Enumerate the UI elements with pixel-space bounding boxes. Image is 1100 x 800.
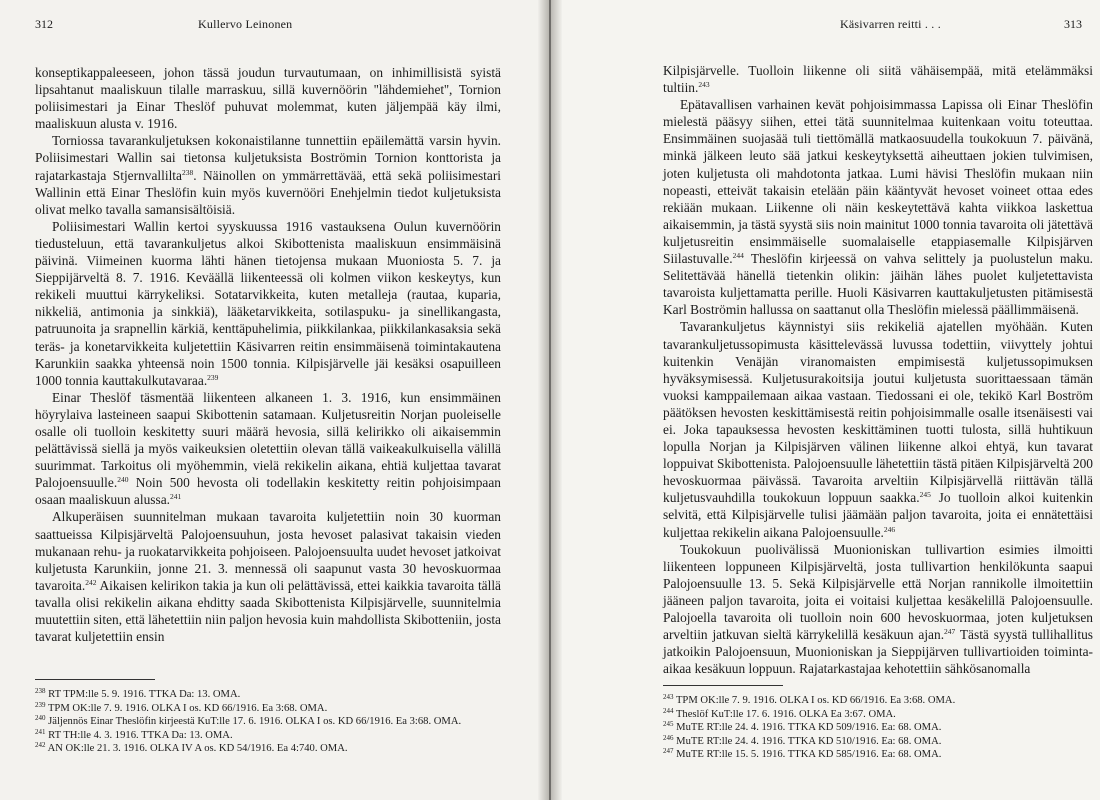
footnote <box>35 742 503 756</box>
footnote-ref: 240 <box>117 475 129 485</box>
footnote-text: MuTE RT:lle 15. 5. 1916. TTKA KD 585/1916. Ea: 68. OMA. <box>673 749 942 761</box>
paragraph <box>35 64 501 132</box>
running-head: Käsivarren reitti . . . <box>840 17 941 31</box>
text-run: Tästä syystä tullihallitus jatkoikin Palojoensuun, Muonioniskan ja Sieppijärven tullivartioiden toiminta-aikaa kesäkuun loppuun. Rajatarkastajaa kehotettiin sähkösanomalla <box>663 627 1093 677</box>
text-run: . Näinollen on ymmärrettävää, että sekä poliisimestari Wallinin että Einar Theslöfin kuin myös kuvernööri Enehjelmin tiedot kuljetuksista olivat melko tavalla samansisältöisiä. <box>35 167 501 217</box>
footnote-text: AN OK:lle 21. 3. 1916. OLKA IV A os. KD 54/1916. Ea 4:740. OMA. <box>45 743 348 755</box>
paragraph <box>35 389 501 509</box>
text-run: Einar Theslöf täsmentää liikenteen alkaneen 1. 3. 1916, kun ensimmäinen höyrylaiva lasteineen saapui Skibottenin satamaan. Kuljetusreitin Norjan puoleiselle osalle oli tuolloin keskitetty suuri määrä hevosia, sillä kelirikko oli aikaisemmin pelättävissä siellä ja myös vaikeuksien oletettiin olevan tällä vaikeakulkuisella välillä suurimmat. Tarkoitus oli myöhemmin, vielä rekikelin aikana, ehtiä kuljettaa tavarat Palojoensuulle. <box>35 389 501 491</box>
text-run: Epätavallisen varhainen kevät pohjoisimmassa Lapissa oli Einar Theslöfin mielestä pääsyy siihen, ettei tätä suunnitelmaa kuitenkaan voitu toteuttaa. Ensimmäinen suojasää tuli tiettömällä matkaosuudella toukokuun 7. päivänä, minkä jälkeen leuto sää jatkui keskeytyksettä aiheuttaen jokien tulvimisen, joten kuljetusta oli mahdotonta jatkaa. Lumi hävisi Theslöfin mukaan niin nopeasti, etteivät takaisin etelään päin kääntyvät hevoset voineet ottaa edes rekiään mukaan. Liikenne oli näin keskeytettävä kahta viikkoa laskettua aikaisemmin, ja tästä syystä siis noin mainitut 1000 tonnia tavaroita oli jätettävä kuljetusreitin ensimmäiselle suomalaiselle etappiasemalle Kilpisjärven Siilastuvalle. <box>663 97 1093 267</box>
body-text <box>663 62 1093 677</box>
text-run: Poliisimestari Wallin kertoi syyskuussa 1916 vastauksena Oulun kuvernöörin tiedusteluun, että tavarankuljetus alkoi Skibottenista maaliskuun ensimmäisinä päivinä. Viimeinen kuorma lähti hänen tietojensa mukaan Muoniosta 5. 7. ja Sieppijärveltä 8. 7. 1916. Keväällä liikenteessä oli kolmen viikon keskeytys, kun rekikeli muuttui kärrykeliksi. Sotatarvikkeita, kuten metalleja (rautaa, kuparia, nikkeliä, antimonia ja sinkkiä), lääketarvikkeita, sotilaspuku- ja sinellikangasta, patruunoita ja srapnellin kärkiä, kenttäpuhelimia, piikkilankaa, piikkilankasaksia sekä teräs- ja konetarvikkeita kuljetettiin Käsivarren reitin ensimmäisenä toimintakautena Karunkiin saakka yhteensä noin 1500 tonnia. Kilpisjärvelle jäi kesäksi osapuilleen 1000 tonnia kauttakulkutavaraa. <box>35 218 501 388</box>
footnote-text: Jäljennös Einar Theslöfin kirjeestä KuT:lle 17. 6. 1916. OLKA I os. KD 66/1916. Ea 3:68. OMA. <box>45 716 462 728</box>
footnote-ref: 242 <box>85 577 97 587</box>
book-gutter <box>538 0 562 800</box>
footnote-rule <box>663 685 783 686</box>
left-page <box>0 0 548 800</box>
footnote <box>663 735 1093 749</box>
footnote <box>663 694 1093 708</box>
text-run: konseptikappaleeseen, johon tässä joudun turvautumaan, on inhimillisistä syistä lipsahtanut maaliskuun tilalle marraskuu, sillä kuvernöörin ''lähdemiehet'', Tornion poliisimestari ja Einar Theslöf puhuvat molemmat, kuten jäljempää käy ilmi, maaliskuun alusta v. 1916. <box>35 65 501 132</box>
footnote-ref: 247 <box>944 627 956 637</box>
footnote-ref: 239 <box>207 372 219 382</box>
footnote <box>663 748 1093 762</box>
footnote-ref: 243 <box>698 80 710 90</box>
text-run: Kilpisjärvelle. Tuolloin liikenne oli siitä vähäisempää, mitä etelämmäksi tultiin. <box>663 63 1093 96</box>
footnote-number: 244 <box>663 706 674 715</box>
footnote-text: RT TH:lle 4. 3. 1916. TTKA Da: 13. OMA. <box>45 729 233 741</box>
paragraph <box>663 96 1093 318</box>
body-text <box>35 64 501 645</box>
footnotes <box>35 688 503 756</box>
text-run: Aikaisen kelirikon takia ja kun oli pelättävissä, ettei kaikkia tavaroita tällä tavalla olisi rekikelin aikana ehditty saada Skibottenista Kilpisjärvelle, suunnitelmia muutettiin siten, että lähetettiin niin paljon hevosia kuin mahdollista Skibotteniin, josta tavarat kuljetettiin ensin <box>35 577 501 645</box>
page-number: 313 <box>1064 17 1082 31</box>
page-number: 312 <box>35 17 53 31</box>
footnote-number: 243 <box>663 693 674 701</box>
footnotes <box>663 694 1093 762</box>
footnote-ref: 241 <box>170 492 182 502</box>
footnote-number: 240 <box>35 714 46 723</box>
footnote-number: 239 <box>35 700 46 709</box>
paragraph <box>663 62 1093 96</box>
paragraph <box>35 132 501 217</box>
footnote <box>35 702 503 716</box>
footnote-rule <box>35 679 155 680</box>
right-page <box>550 0 1100 800</box>
footnote-ref: 246 <box>883 524 896 534</box>
footnote-text: Theslöf KuT:lle 17. 6. 1916. OLKA Ea 3:67. OMA. <box>673 708 896 720</box>
footnote <box>663 708 1093 722</box>
paragraph <box>35 508 501 645</box>
footnote-ref: 245 <box>919 490 931 500</box>
footnote-number: 241 <box>35 727 46 736</box>
text-run: Alkuperäisen suunnitelman mukaan tavaroita kuljetettiin noin 30 kuorman saattueissa Kilpisjärveltä Palojoensuuhun, josta hevoset palasivat takaisin vieden mukanaan rehu- ja ruokatarvikkeita pohjoiseen. Palojoensuulta uudet hevoset jatkoivat kuljetusta Karunkiin, jonne 21. 3. mennessä oli saapunut vasta 30 hevoskuormaa tavaroita. <box>35 509 501 593</box>
footnote <box>35 688 503 702</box>
footnote <box>663 721 1093 735</box>
footnote-ref: 244 <box>732 251 744 261</box>
footnote-text: TPM OK:lle 7. 9. 1916. OLKA I os. KD 66/1916. Ea 3:68. OMA. <box>673 695 956 706</box>
text-run: Jo tuolloin alkoi kuitenkin selvitä, että Kilpisjärvelle tulisi jäämään paljon tavaroita, joita ei ennätettäisi kuljettaa rekikelin aikana Palojoensuulle. <box>663 490 1093 540</box>
text-run: Toukokuun puolivälissä Muonioniskan tullivartion esimies ilmoitti liikenteen loppuneen Kilpisjärveltä, josta tullivartion henkilökunta saapui Palojoensuulle 13. 5. Sekä Kilpisjärvelle että Norjan rannikolle ilmoitettiin jääneen paljon tavaroita, joita ei voitaisi kuljettaa kesäkelillä Palojoensuulle. Palojoella tavaroita oli tuolloin noin 600 hevoskuormaa, joten kuljetuksen arveltiin jatkuvan sieltä kärrykelillä kesäkuun ajan. <box>663 541 1093 643</box>
footnote-text: MuTE RT:lle 24. 4. 1916. TTKA KD 510/1916. Ea: 68. OMA. <box>673 735 942 747</box>
paragraph <box>663 541 1093 678</box>
paragraph <box>663 318 1093 540</box>
footnote-number: 245 <box>663 720 674 729</box>
text-run: Noin 500 hevosta oli todellakin keskitetty reitin pohjoisimpaan osaan maaliskuun alussa. <box>35 475 501 508</box>
text-run: Theslöfin kirjeessä on vahva selittely ja puolustelun maku. Selitettävää hänellä tietenkin olikin: jäihän lähes puolet kuljetettavista tavaroista kuljettamatta perille. Huoli Käsivarren kauttakuljetusten pitämisestä Karl Boströmin hallussa on saattanut olla Theslöfin mielessä päällimmäisenä. <box>663 251 1093 318</box>
footnote-text: RT TPM:lle 5. 9. 1916. TTKA Da: 13. OMA. <box>45 689 241 700</box>
paragraph <box>35 218 501 389</box>
text-run: Torniossa tavarankuljetuksen kokonaistilanne tunnettiin epäilemättä varsin hyvin. Poliisimestari Wallin sai tietonsa kuljetuksista Boströmin Tornion konttorista ja rajatarkastaja Stjernvallilta <box>35 133 501 183</box>
footnote-number: 238 <box>35 687 46 695</box>
footnote <box>35 729 503 743</box>
footnote-text: MuTE RT:lle 24. 4. 1916. TTKA KD 509/1916. Ea: 68. OMA. <box>673 722 942 734</box>
footnote-number: 247 <box>663 747 674 756</box>
footnote-ref: 238 <box>181 167 194 177</box>
footnote-text: TPM OK:lle 7. 9. 1916. OLKA I os. KD 66/1916. Ea 3:68. OMA. <box>45 702 328 714</box>
footnote-number: 242 <box>35 741 46 750</box>
running-head: Kullervo Leinonen <box>198 17 293 31</box>
text-run: Tavarankuljetus käynnistyi siis rekikeliä ajatellen myöhään. Kuten tavarankuljetussopimusta käsittelevässä luvussa todettiin, viivyttely johtui kuitenkin Venäjän viranomaisten empimisestä kuljetussopimuksen hyväksymisessä. Kuljetusurakoitsija joutui kuljetusta suorittaessaan tämän vuoksi kamppailemaan aikaa vastaan. Tiedossani ei ole, tekikö Karl Boström päätöksen hevosten keskittämisestä reitin pohjoisimmalle osalle itsenäisesti vai ei. Joka tapauksessa hevosten keskittäminen tuotti tulosta, sillä huhtikuun lopulla Norjan ja Kilpisjärven välinen liikenne alkoi ehtyä, kun tavarat loppuivat Skibottenista. Palojoensuulle lähetettiin tästä pitäen Kilpisjärveltä 200 hevoskuormaa päivässä. Tavaroita arveltiin Kilpisjärvellä riittävän tällä kuljetusvauhdilla toukokuun loppuun saakka. <box>663 319 1093 506</box>
footnote-number: 246 <box>663 733 674 742</box>
footnote <box>35 715 503 729</box>
